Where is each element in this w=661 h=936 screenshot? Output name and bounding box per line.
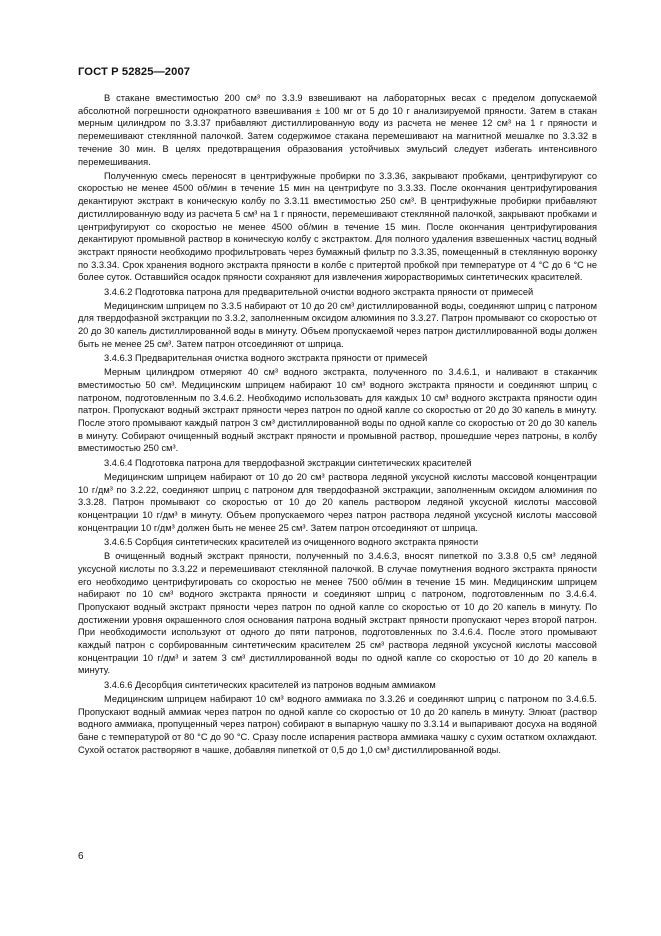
section-heading-3-4-6-6: 3.4.6.6 Десорбция синтетических красителей из патронов водным аммиаком [104,679,436,690]
paragraph: Полученную смесь переносят в центрифужные пробирки по 3.3.36, закрывают пробками, центрифугируют со скоростью не менее 4500 об/мин в течение 15 мин на центрифуге по 3.3.33. После окончания центрифугирования декантируют экстракт в коническую колбу по 3.3.11 вместимостью 250 см³. В центрифужные пробирки прибавляют дистиллированную воду из расчета 5 см³ на 1 г пряности, перемешивают стеклянной палочкой, закрывают пробками и центрифугируют со скоростью не менее 4500 об/мин в течение 15 мин. После окончания центрифугирования декантируют промывной раствор в коническую колбу с экстрактом. Для полного удаления взвешенных частиц водный экстракт пряности необходимо профильтровать через бумажный фильтр по 3.3.35, помещенный в стеклянную воронку по 3.3.34. Срок хранения водного экстракта пряности в колбе с притертой пробкой при температуре от 4 °С до 6 °С не более суток. Оставшийся осадок пряности сохраняют для извлечения жирорастворимых синтетических красителей. [78,170,597,283]
paragraph: Медицинским шприцем набирают 10 см³ водного аммиака по 3.3.26 и соединяют шприц с патроном по 3.4.6.5. Пропускают водный аммиак через патрон по одной капле со скоростью от 10 до 20 капель в минуту. Элюат (раствор водного аммиака, пропущенный через патрон) собирают в выпарную чашку по 3.3.14 и выпаривают досуха на водяной бане с температурой от 80 °С до 90 °С. Сразу после испарения раствора аммиака чашку с сухим остатком охлаждают. Сухой остаток растворяют в чашке, добавляя пипеткой от 0,5 до 1,0 см³ дистиллированной воды. [78,693,597,755]
section-heading-3-4-6-5: 3.4.6.5 Сорбция синтетических красителей из очищенного водного экстракта пряности [104,536,479,547]
paragraph: В очищенный водный экстракт пряности, полученный по 3.4.6.3, вносят пипеткой по 3.3.8 0,5 см³ ледяной уксусной кислоты по 3.3.22 и перемешивают стеклянной палочкой. В случае помутнения водного экстракта пряности его необходимо центрифугировать со скоростью не менее 7500 об/мин в течение 15 мин. Медицинским шприцем набирают по 10 см³ водного экстракта пряности и соединяют шприц с патроном, подготовленным по 3.4.6.4. Пропускают водный экстракт пряности через патрон по одной капле со скоростью от 10 до 20 капель в минуту. По достижении уровня окрашенного слоя основания патрона водный экстракт пряности пропускают через второй патрон. При необходимости используют от одного до пяти патронов, подготовленных по 3.4.6.4. После этого промывают каждый патрон с сорбированным синтетическим красителем 25 см³ раствора ледяной уксусной кислоты массовой концентрации 10 г/дм³ и затем 3 см³ дистиллированной воды по одной капле со скоростью от 10 до 20 капель в минуту. [78,551,597,676]
section-heading-3-4-6-2: 3.4.6.2 Подготовка патрона для предварительной очистки водного экстракта пряности от примесей [104,286,534,297]
document-body [78,92,597,758]
section-heading-3-4-6-3: 3.4.6.3 Предварительная очистка водного экстракта пряности от примесей [104,353,428,364]
standard-header: ГОСТ Р 52825—2007 [78,66,191,78]
paragraph: В стакане вместимостью 200 см³ по 3.3.9 взвешивают на лабораторных весах с пределом допускаемой абсолютной погрешности однократного взвешивания ± 100 мг от 5 до 10 г анализируемой пряности. Затем в стакан мерным цилиндром по 3.3.37 прибавляют дистиллированную воду из расчета не менее 12 см³ на 1 г пряности и перемешивают стеклянной палочкой. Затем содержимое стакана перемешивают на магнитной мешалке по 3.3.32 в течение 30 мин. В целях предотвращения образования устойчивых эмульсий следует избегать интенсивного перемешивания. [78,93,597,167]
paragraph: Медицинским шприцем по 3.3.5 набирают от 10 до 20 см³ дистиллированной воды, соединяют шприц с патроном для твердофазной экстракции по 3.3.2, заполненным оксидом алюминия по 3.3.27. Патрон промывают со скоростью от 20 до 30 капель дистиллированной воды в минуту. Объем пропускаемой через патрон дистиллированной воды должен быть не менее 25 см³. Затем патрон отсоединяют от шприца. [78,300,597,349]
paragraph: Медицинским шприцем набирают от 10 до 20 см³ раствора ледяной уксусной кислоты массовой концентрации 10 г/дм³ по 3.2.22, соединяют шприц с патроном для твердофазной экстракции, заполненным оксидом алюминия по 3.3.28. Патрон промывают со скоростью от 10 до 20 капель раствором ледяной уксусной кислоты массовой концентрации 10 г/дм³ в минуту. Объем пропускаемого через патрон раствора ледяной уксусной кислоты массовой концентрации 10 г/дм³ должен быть не менее 25 см³. Затем патрон отсоединяют от шприца. [78,471,597,533]
paragraph: Мерным цилиндром отмеряют 40 см³ водного экстракта, полученного по 3.4.6.1, и наливают в стаканчик вместимостью 50 см³. Медицинским шприцем набирают 10 см³ водного экстракта пряности и соединяют шприц с патроном, подготовленным по 3.4.6.2. Необходимо использовать для каждых 10 см³ водного экстракта пряности один патрон. Пропускают водный экстракт пряности через патрон по одной капле со скоростью от 20 до 30 капель в минуту. После этого промывают каждый патрон 3 см³ дистиллированной воды по одной капле со скоростью от 20 до 30 капель в минуту. Собирают очищенный водный экстракт пряности и промывной раствор, прошедшие через патроны, в колбу вместимостью 250 см³. [78,367,597,454]
page-number: 6 [78,851,84,862]
section-heading-3-4-6-4: 3.4.6.4 Подготовка патрона для твердофазной экстракции синтетических красителей [104,457,472,468]
